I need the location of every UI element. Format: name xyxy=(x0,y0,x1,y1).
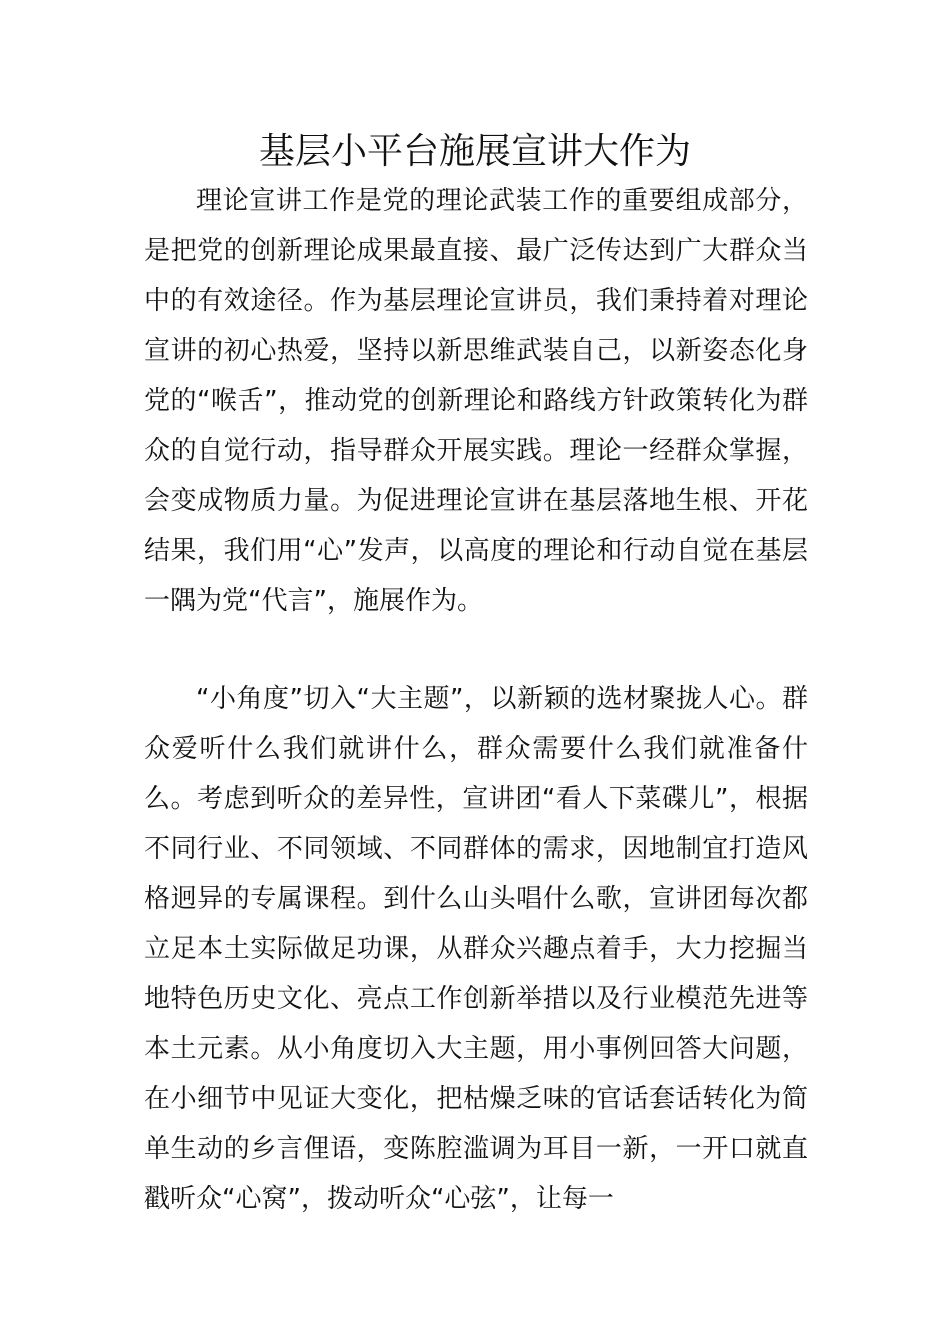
paragraph-2: “小角度”切入“大主题”，以新颖的选材聚拢人心。群众爱听什么我们就讲什么，群众需要什么我们就准备什么。考虑到听众的差异性，宣讲团“看人下菜碟儿”，根据不同行业、不同领域、不同群体的需求，因地制宜打造风格迥异的专属课程。到什么山头唱什么歌，宣讲团每次都立足本土实际做足功课，从群众兴趣点着手，大力挖掘当地特色历史文化、亮点工作创新举措以及行业模范先进等本土元素。从小角度切入大主题，用小事例回答大问题，在小细节中见证大变化，把枯燥乏味的官话套话转化为简单生动的乡言俚语，变陈腔滥调为耳目一新，一开口就直戳听众“心窝”，拨动听众“心弦”，让每一 xyxy=(144,684,808,1214)
paragraph-1: 理论宣讲工作是党的理论武装工作的重要组成部分，是把党的创新理论成果最直接、最广泛传达到广大群众当中的有效途径。作为基层理论宣讲员，我们秉持着对理论宣讲的初心热爱，坚持以新思维武装自己，以新姿态化身党的“喉舌”，推动党的创新理论和路线方针政策转化为群众的自觉行动，指导群众开展实践。理论一经群众掌握，会变成物质力量。为促进理论宣讲在基层落地生根、开花结果，我们用“心”发声，以高度的理论和行动自觉在基层一隅为党“代言”，施展作为。 xyxy=(144,186,808,616)
document-title: 基层小平台施展宣讲大作为 xyxy=(258,131,691,172)
